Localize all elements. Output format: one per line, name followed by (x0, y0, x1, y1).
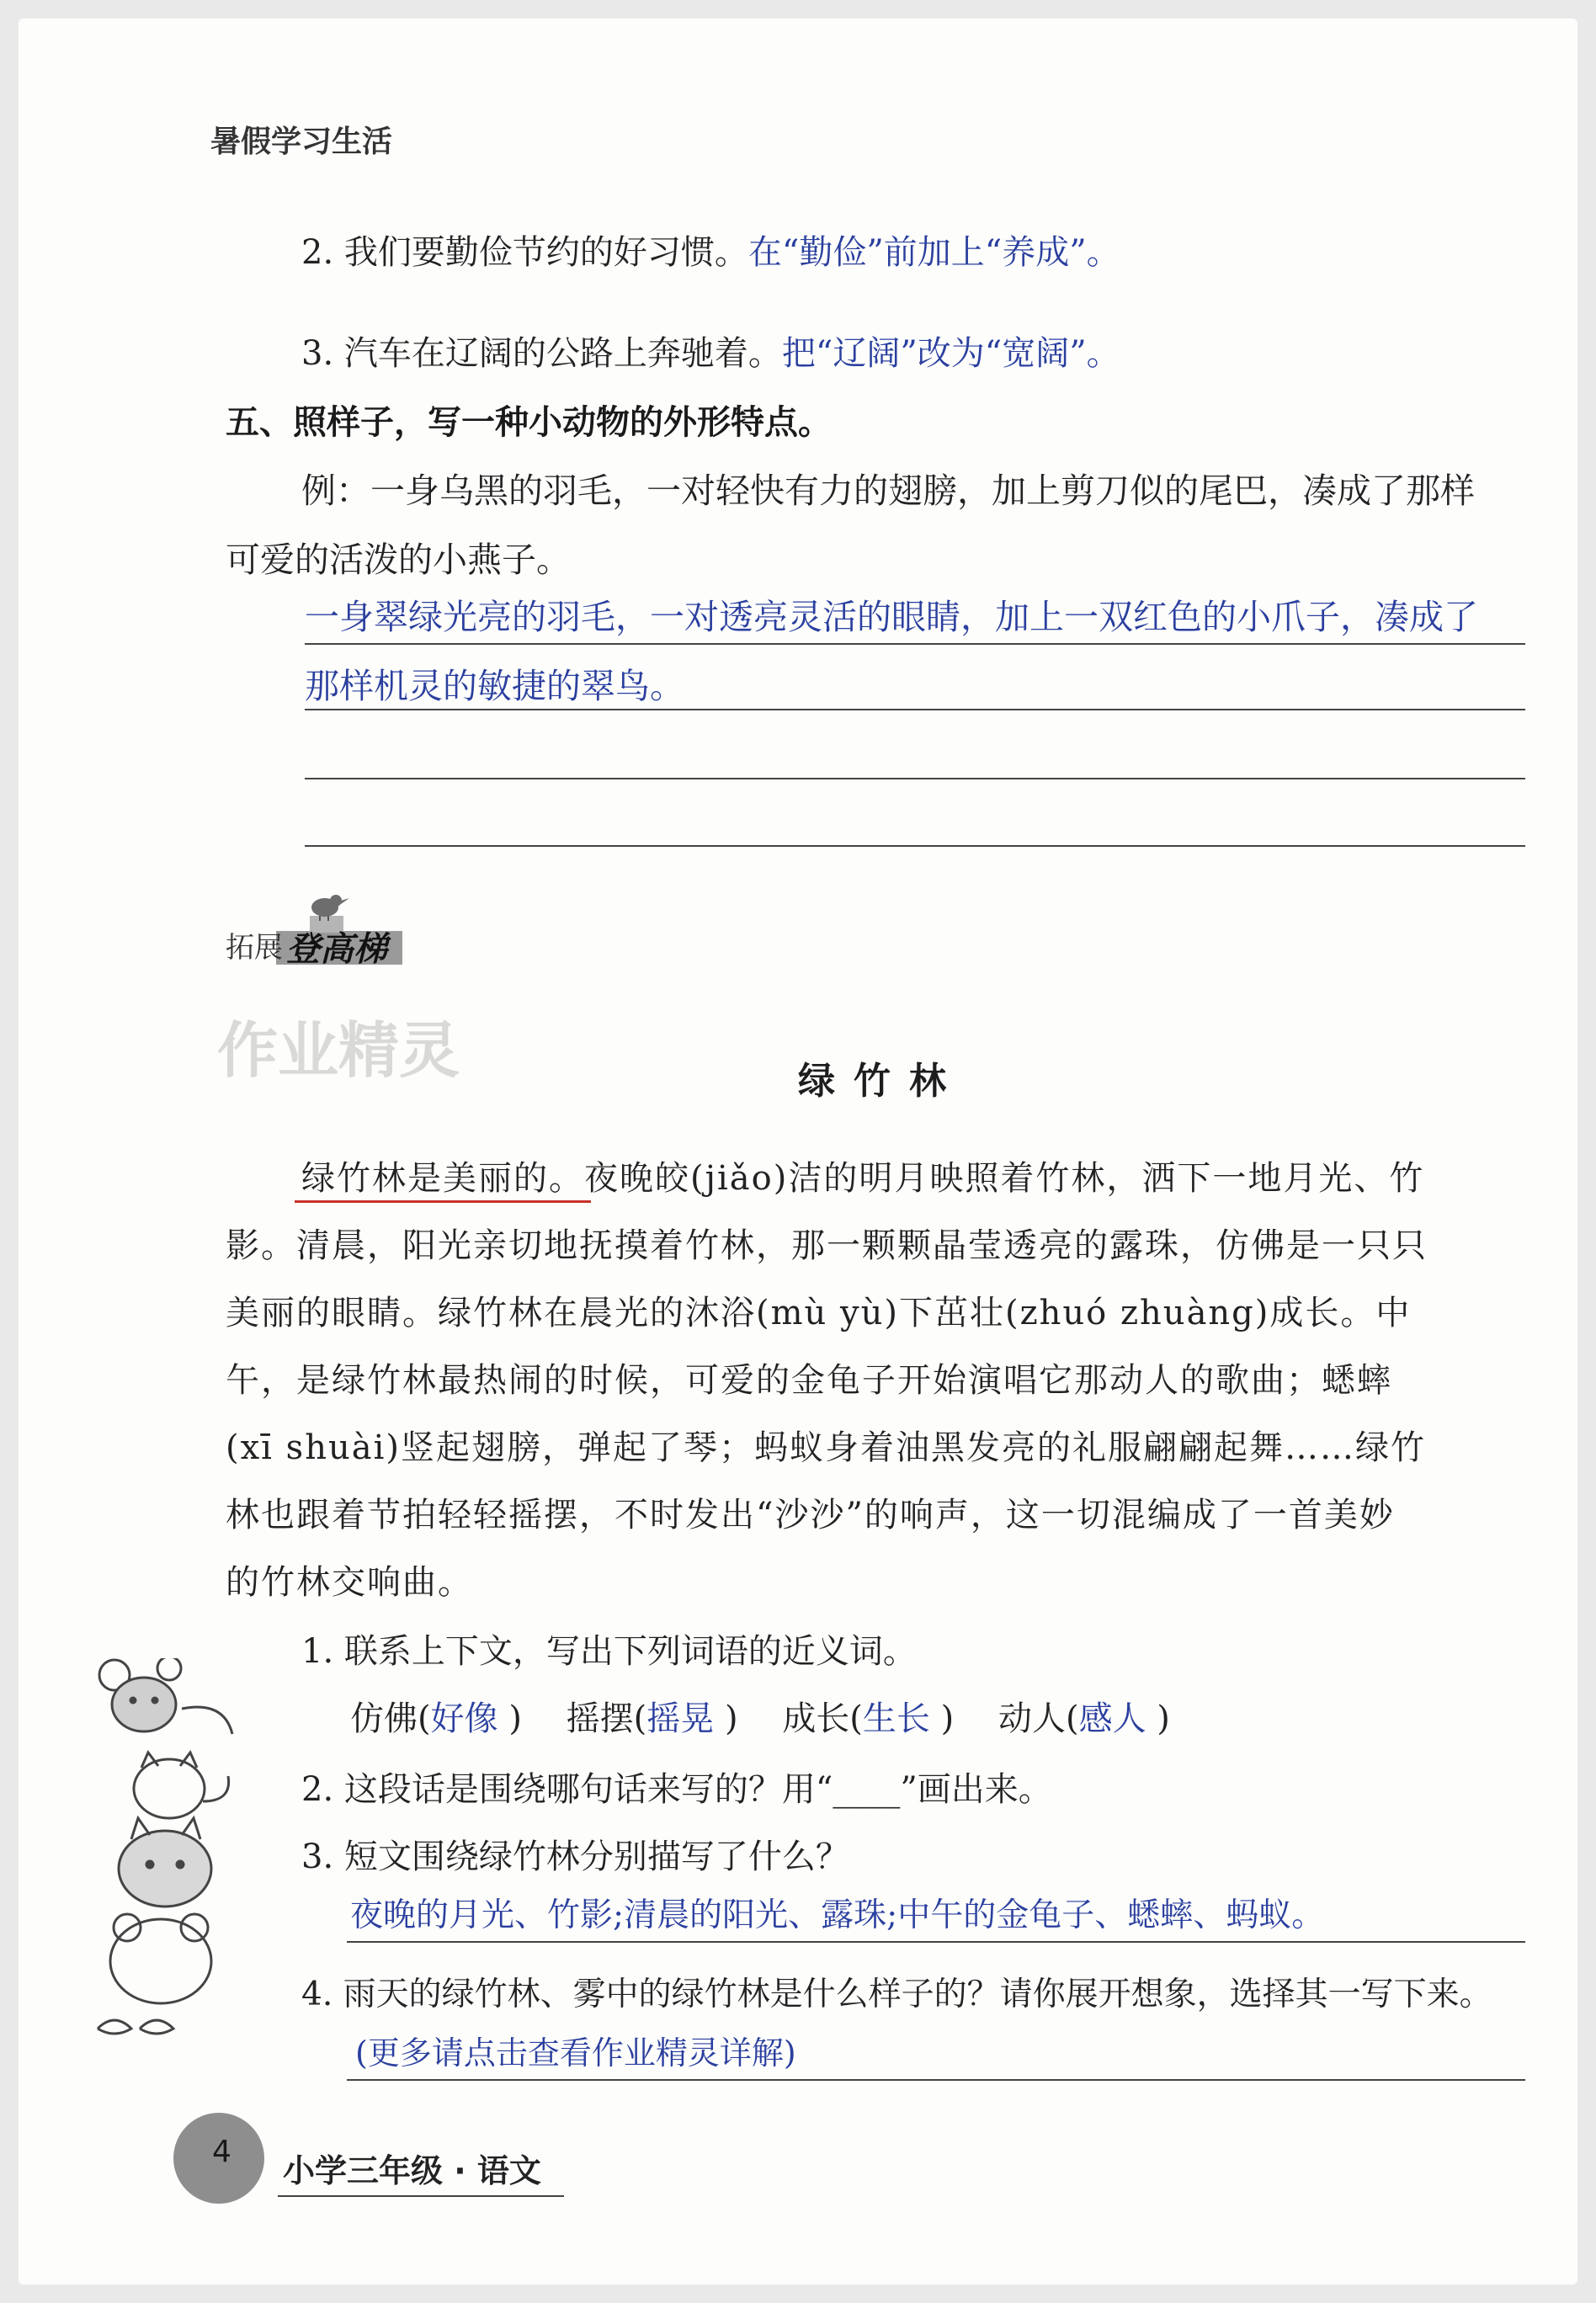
question-text: 汽车在辽阔的公路上奔驰着。 (343, 334, 782, 373)
example-line-2: 可爱的活泼的小燕子。 (226, 540, 571, 580)
synonym-pair: 动人(感人 ) (998, 1699, 1170, 1738)
question-text: 我们要勤俭节约的好习惯。 (343, 233, 748, 272)
question-1 (301, 1625, 917, 1673)
section-5-heading: 五、照样子，写一种小动物的外形特点。 (226, 403, 832, 442)
handwritten-answer: 好像 (430, 1699, 498, 1738)
synonym-pair: 成长(生长 ) (782, 1699, 955, 1738)
handwritten-answer: 感人 (1078, 1699, 1146, 1738)
red-underline (295, 1200, 591, 1203)
question-text: 这段话是围绕哪句话来写的？用“____”画出来。 (343, 1770, 1052, 1809)
synonym-pair: 摇摆(摇晃 ) (566, 1699, 738, 1738)
passage-line: (xī shuài)竖起翅膀，弹起了琴；蚂蚁身着油黑发亮的礼服翩翩起舞……绿竹 (226, 1428, 1426, 1467)
question-2 (301, 1763, 1052, 1811)
page-number: 4 (212, 2135, 231, 2169)
question-4 (301, 1968, 1492, 2015)
footer-grade-subject: 小学三年级 · 语文 (283, 2152, 541, 2189)
handwritten-answer: 生长 (862, 1699, 930, 1738)
watermark: 作业精灵 (217, 1015, 460, 1086)
passage-line: 林也跟着节拍轻轻摇摆，不时发出“沙沙”的响声，这一切混编成了一首美妙 (226, 1496, 1395, 1534)
writing-line (347, 2079, 1525, 2081)
question-text: 联系上下文，写出下列词语的近义词。 (343, 1632, 917, 1671)
synonym-answers (350, 1692, 1170, 1740)
handwritten-answer: 摇晃 (646, 1699, 715, 1738)
synonym-pair: 仿佛(好像 ) (350, 1699, 522, 1738)
passage-line: 绿竹林是美丽的。夜晚皎(jiǎo)洁的明月映照着竹林，洒下一地月光、竹 (301, 1159, 1425, 1198)
passage-line: 影。清晨，阳光亲切地抚摸着竹林，那一颗颗晶莹透亮的露珠，仿佛是一只只 (226, 1226, 1428, 1265)
question-4-answer: (更多请点击查看作业精灵详解) (355, 2034, 796, 2072)
question-number: 2. (301, 1770, 334, 1809)
writing-line (347, 1941, 1525, 1943)
running-header: 暑假学习生活 (210, 125, 393, 159)
banner-label-1: 拓展 (226, 931, 283, 965)
answer-line-2: 那样机灵的敏捷的翠鸟。 (305, 666, 684, 706)
question-number: 3. (301, 334, 334, 373)
writing-line (305, 643, 1525, 645)
stacked-animals-illustration-icon (89, 1658, 258, 2054)
question-4-2 (301, 226, 1120, 274)
question-text: 雨天的绿竹林、雾中的绿竹林是什么样子的？请你展开想象，选择其一写下来。 (343, 1976, 1492, 2013)
question-number: 2. (301, 233, 334, 272)
passage-line: 的竹林交响曲。 (226, 1563, 473, 1602)
question-3 (301, 1830, 849, 1878)
passage-line: 美丽的眼睛。绿竹林在晨光的沐浴(mù yù)下茁壮(zhuó zhuàng)成长。中 (226, 1294, 1412, 1332)
banner-label-2: 登高梯 (286, 930, 387, 969)
handwritten-answer: 把“辽阔”改为“宽阔”。 (781, 334, 1120, 373)
writing-line (305, 845, 1525, 847)
writing-line (305, 778, 1525, 779)
question-number: 3. (301, 1838, 334, 1876)
example-line-1: 例：一身乌黑的羽毛，一对轻快有力的翅膀，加上剪刀似的尾巴，凑成了那样 (301, 471, 1475, 511)
question-3-answer: 夜晚的月光、竹影;清晨的阳光、露珠;中午的金龟子、蟋蟀、蚂蚁。 (350, 1896, 1325, 1934)
handwritten-answer: 在“勤俭”前加上“养成”。 (747, 233, 1120, 272)
question-text: 短文围绕绿竹林分别描写了什么？ (343, 1838, 849, 1876)
passage-title: 绿竹林 (798, 1060, 965, 1103)
question-number: 4. (301, 1976, 333, 2013)
answer-line-1: 一身翠绿光亮的羽毛，一对透亮灵活的眼睛，加上一双红色的小爪子，凑成了 (305, 597, 1478, 637)
extension-banner (226, 882, 428, 975)
writing-line (305, 709, 1525, 710)
question-4-3 (301, 327, 1120, 375)
question-number: 1. (301, 1632, 334, 1671)
passage-line: 午，是绿竹林最热闹的时候，可爱的金龟子开始演唱它那动人的歌曲；蟋蟀 (226, 1361, 1392, 1400)
page-number-badge (173, 2113, 264, 2204)
footer-rule (278, 2195, 564, 2197)
